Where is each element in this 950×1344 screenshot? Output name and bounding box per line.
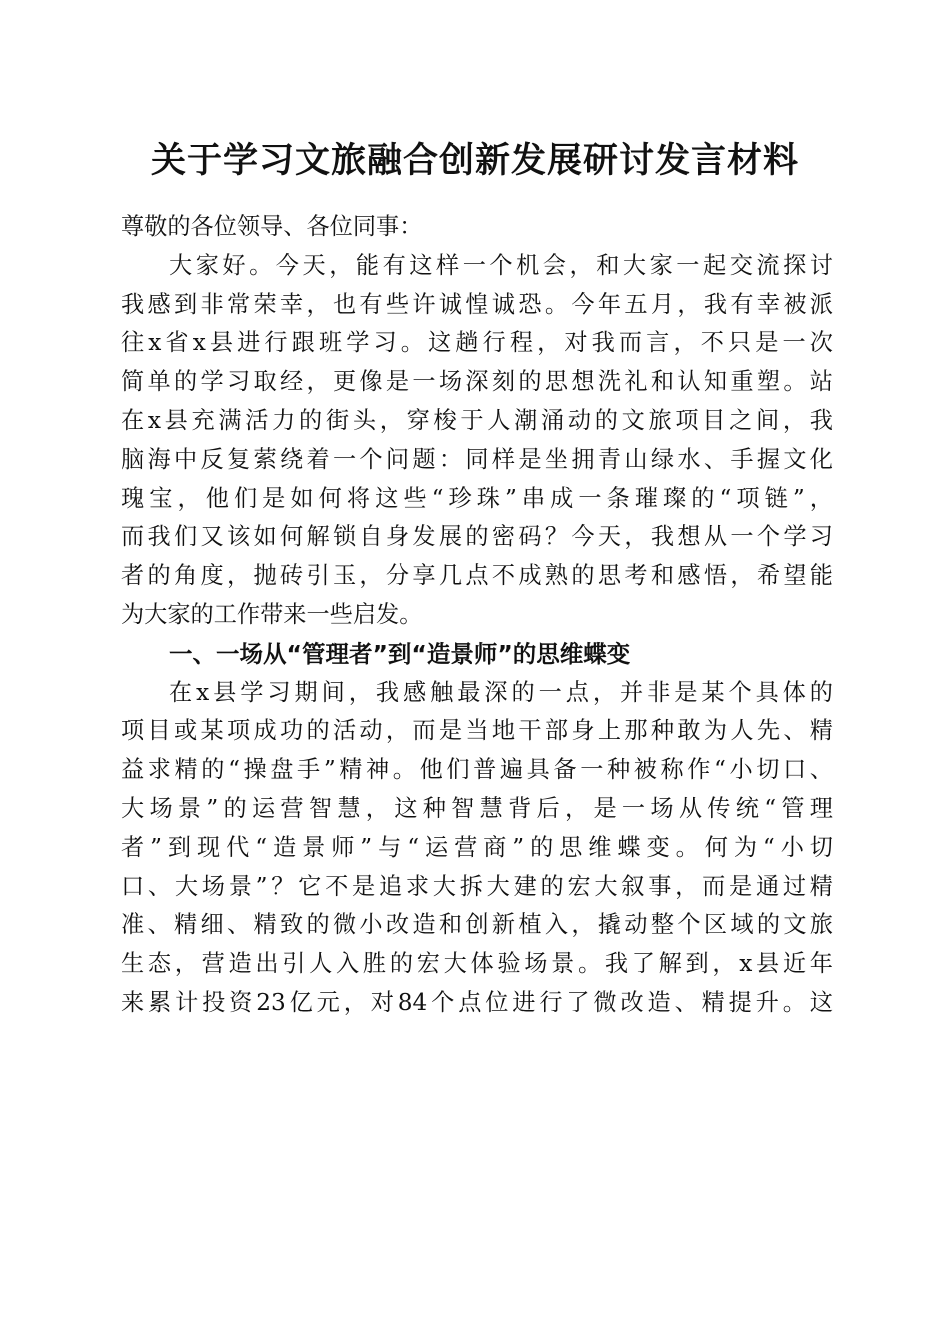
paragraph-line: 者的角度，抛砖引玉，分享几点不成熟的思考和感悟，希望能 xyxy=(121,562,833,590)
paragraph-line: 在x县学习期间，我感触最深的一点，并非是某个具体的 xyxy=(169,678,833,706)
paragraph-section1 xyxy=(121,674,833,1023)
paragraph-line: 益求精的“操盘手”精神。他们普遍具备一种被称作“小切口、 xyxy=(121,756,833,784)
paragraph-line: 来累计投资23亿元，对84个点位进行了微改造、精提升。这 xyxy=(121,988,833,1016)
section-heading: 一、一场从“管理者”到“造景师”的思维蝶变 xyxy=(169,639,631,668)
paragraph-line: 大场景”的运营智慧，这种智慧背后，是一场从传统“管理 xyxy=(121,794,833,822)
paragraph-line: 准、精细、精致的微小改造和创新植入，撬动整个区域的文旅 xyxy=(121,911,833,939)
document-body xyxy=(121,208,833,1023)
document-title: 关于学习文旅融合创新发展研讨发言材料 xyxy=(150,140,799,181)
paragraph-line: 往x省x县进行跟班学习。这趟行程，对我而言，不只是一次 xyxy=(121,329,833,357)
salutation: 尊敬的各位领导、各位同事： xyxy=(121,213,423,240)
paragraph-line: 在x县充满活力的街头，穿梭于人潮涌动的文旅项目之间，我 xyxy=(121,406,833,434)
paragraph-line: 口、大场景”？它不是追求大拆大建的宏大叙事，而是通过精 xyxy=(121,872,833,900)
paragraph-line: 我感到非常荣幸，也有些许诚惶诚恐。今年五月，我有幸被派 xyxy=(121,290,833,318)
paragraph-line: 者”到现代“造景师”与“运营商”的思维蝶变。何为“小切 xyxy=(121,833,833,861)
paragraph-line: 大家好。今天，能有这样一个机会，和大家一起交流探讨 xyxy=(169,251,833,279)
paragraph-line: 而我们又该如何解锁自身发展的密码？今天，我想从一个学习 xyxy=(121,523,833,551)
paragraph-line: 瑰宝，他们是如何将这些“珍珠”串成一条璀璨的“项链”， xyxy=(121,484,833,512)
paragraph-line: 脑海中反复萦绕着一个问题：同样是坐拥青山绿水、手握文化 xyxy=(121,445,833,473)
paragraph-line: 项目或某项成功的活动，而是当地干部身上那种敢为人先、精 xyxy=(121,717,833,745)
paragraph-intro xyxy=(121,247,833,635)
paragraph-line: 生态，营造出引人入胜的宏大体验场景。我了解到，x县近年 xyxy=(121,950,833,978)
paragraph-line: 简单的学习取经，更像是一场深刻的思想洗礼和认知重塑。站 xyxy=(121,368,833,396)
paragraph-line: 为大家的工作带来一些启发。 xyxy=(121,600,423,628)
